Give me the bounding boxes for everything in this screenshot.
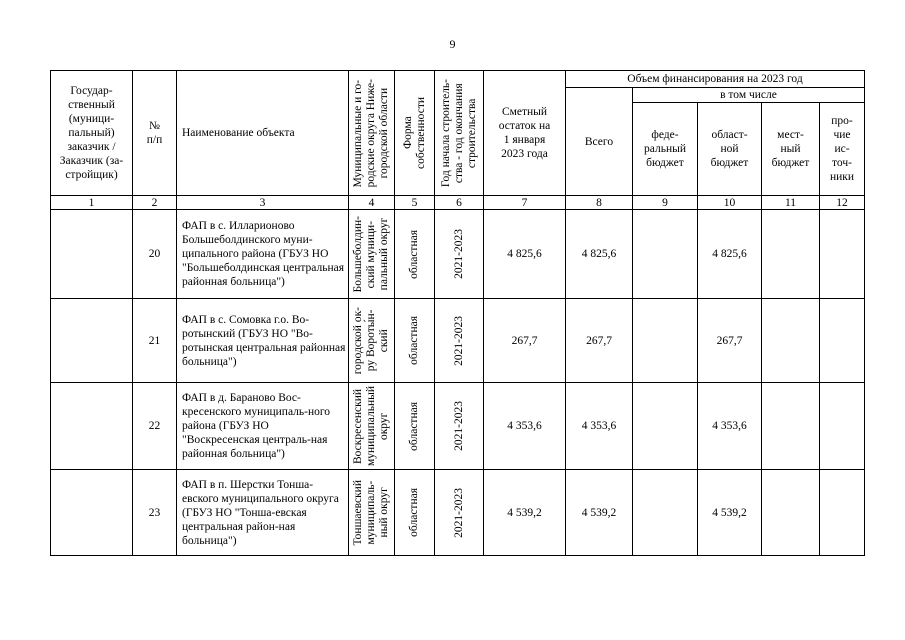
column-numbers-row (51, 196, 865, 210)
header-years: Год начала строитель- ства - год окончания строительства (435, 71, 484, 196)
cell-years: 2021-2023 (435, 299, 484, 383)
header-federal: феде- ральный бюджет (633, 103, 698, 196)
cell-regional: 267,7 (698, 299, 762, 383)
column-number: 7 (484, 196, 566, 210)
column-number: 9 (633, 196, 698, 210)
cell-regional: 4 539,2 (698, 470, 762, 556)
column-number: 4 (349, 196, 395, 210)
column-number: 12 (820, 196, 865, 210)
page-number: 9 (449, 37, 456, 51)
cell-total: 4 825,6 (566, 210, 633, 299)
cell-number: 20 (133, 210, 177, 299)
cell-total: 4 353,6 (566, 383, 633, 470)
cell-municipality: Большеболдин- ский муници- пальный округ (349, 210, 395, 299)
cell-other (820, 210, 865, 299)
table-row (51, 383, 865, 470)
header-object-name: Наименование объекта (177, 71, 349, 196)
cell-object-name: ФАП в д. Бараново Вос-кресенского муниципаль-ного района (ГБУЗ НО "Воскресенская централь-ная районная больница") (177, 383, 349, 470)
cell-regional: 4 353,6 (698, 383, 762, 470)
header-number: № п/п (133, 71, 177, 196)
cell-number: 22 (133, 383, 177, 470)
header-customer: Государ- ственный (муници- пальный) заказчик / Заказчик (за- стройщик) (51, 71, 133, 196)
table-row (51, 210, 865, 299)
header-regional: област- ной бюджет (698, 103, 762, 196)
cell-local (762, 210, 820, 299)
cell-municipality: Тоншаевский муниципаль- ный округ (349, 470, 395, 556)
cell-customer (51, 470, 133, 556)
header-ownership: Форма собственности (395, 71, 435, 196)
table-row (51, 470, 865, 556)
cell-municipality: городской ок- ру Вороты́н- ский (349, 299, 395, 383)
cell-federal (633, 210, 698, 299)
header-local: мест- ный бюджет (762, 103, 820, 196)
cell-object-name: ФАП в с. Илларионово Большеболдинского муни-ципального района (ГБУЗ НО "Большеболдинская центральная районная больница") (177, 210, 349, 299)
header-municipality: Муниципальные и го- родские округа Ниже- городской области (349, 71, 395, 196)
cell-other (820, 470, 865, 556)
header-including: в том числе (633, 88, 865, 103)
column-number: 8 (566, 196, 633, 210)
column-number: 5 (395, 196, 435, 210)
header-other: про- чие ис- точ- ники (820, 103, 865, 196)
cell-total: 4 539,2 (566, 470, 633, 556)
cell-ownership: областная (395, 470, 435, 556)
cell-customer (51, 210, 133, 299)
cell-regional: 4 825,6 (698, 210, 762, 299)
cell-ownership: областная (395, 383, 435, 470)
cell-federal (633, 383, 698, 470)
cell-years: 2021-2023 (435, 383, 484, 470)
cell-other (820, 299, 865, 383)
cell-estimate-balance: 4 825,6 (484, 210, 566, 299)
header-financing-title: Объем финансирования на 2023 год (566, 71, 865, 88)
financing-table (50, 70, 865, 556)
cell-customer (51, 299, 133, 383)
cell-years: 2021-2023 (435, 470, 484, 556)
cell-federal (633, 299, 698, 383)
cell-local (762, 383, 820, 470)
column-number: 2 (133, 196, 177, 210)
header-total: Всего (566, 88, 633, 196)
cell-number: 23 (133, 470, 177, 556)
cell-estimate-balance: 4 353,6 (484, 383, 566, 470)
cell-number: 21 (133, 299, 177, 383)
cell-federal (633, 470, 698, 556)
cell-estimate-balance: 267,7 (484, 299, 566, 383)
cell-other (820, 383, 865, 470)
cell-local (762, 299, 820, 383)
cell-ownership: областная (395, 210, 435, 299)
column-number: 3 (177, 196, 349, 210)
cell-object-name: ФАП в п. Шерстки Тонша-евского муниципального округа (ГБУЗ НО "Тонша-евская центральная район-ная больница") (177, 470, 349, 556)
table-row (51, 299, 865, 383)
column-number: 6 (435, 196, 484, 210)
cell-object-name: ФАП в с. Сомовка г.о. Во-ротынский (ГБУЗ НО "Во-ротынская центральная районная больница") (177, 299, 349, 383)
header-estimate-balance: Сметный остаток на 1 января 2023 года (484, 71, 566, 196)
column-number: 11 (762, 196, 820, 210)
cell-customer (51, 383, 133, 470)
cell-years: 2021-2023 (435, 210, 484, 299)
cell-local (762, 470, 820, 556)
column-number: 10 (698, 196, 762, 210)
cell-estimate-balance: 4 539,2 (484, 470, 566, 556)
cell-municipality: Воскресенский муниципальный округ (349, 383, 395, 470)
column-number: 1 (51, 196, 133, 210)
cell-total: 267,7 (566, 299, 633, 383)
cell-ownership: областная (395, 299, 435, 383)
